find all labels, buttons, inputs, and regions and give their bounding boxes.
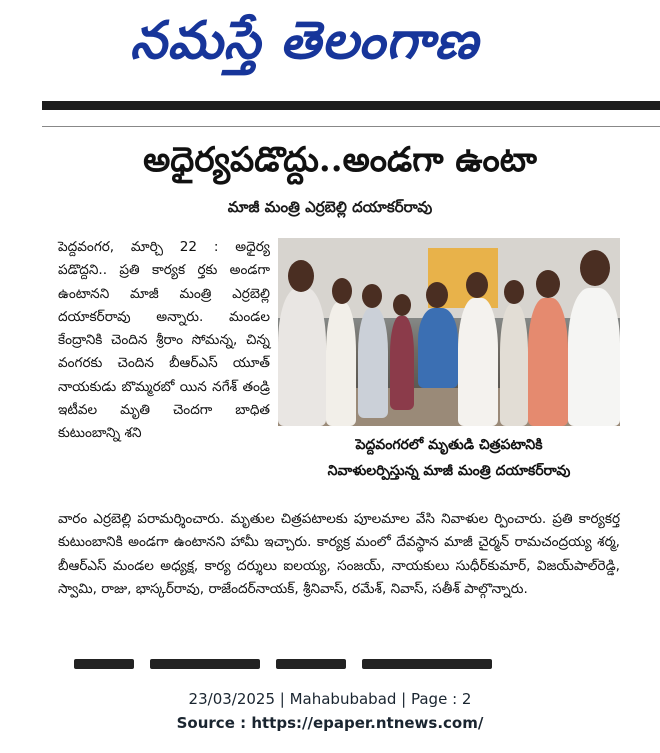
photo-caption-line-2: నివాళులర్పిస్తున్న మాజీ మంత్రి దయాకర్‌రావు — [327, 463, 571, 479]
article-body-full — [58, 508, 620, 601]
photo-caption — [278, 432, 620, 484]
masthead-divider — [42, 101, 660, 110]
article-body-column-text: పెద్దవంగర, మార్చి 22 : అధైర్య పడొద్దని.. ప్రతి కార్యక ర్తకు అండగా ఉంటానని మాజీ మంత్రి ఎర్రబెల్లి దయాకర్‌రావు అన్నారు. మండల కేంద్రానికి చెందిన శ్రీరాం సోమన్న, చిన్న వంగరకు చెందిన బీఆర్‌ఎస్‌ యూత్‌ నాయకుడు బొమ్మరబో యిన నగేశ్‌ తండ్రి ఇటీవల మృతి చెందగా బాధిత కుటుంబాన్ని శని — [58, 239, 270, 442]
article-headline: అధైర్యపడొద్దు..అండగా ఉంటా — [143, 140, 537, 180]
masthead-rule — [42, 126, 660, 127]
footer-date-line: 23/03/2025 | Mahabubabad | Page : 2 — [188, 690, 472, 708]
masthead — [0, 0, 660, 100]
newspaper-logo: నమస్తే తెలంగాణ — [130, 10, 479, 71]
article-subheadline: మాజీ మంత్రి ఎర్రబెల్లి దయాకర్‌రావు — [227, 198, 433, 216]
photo-caption-line-1: పెద్దవంగరలో మృతుడి చిత్రపటానికి — [355, 437, 543, 453]
footer-source-line: Source : https://epaper.ntnews.com/ — [176, 714, 484, 732]
article-body-full-text: వారం ఎర్రబెల్లి పరామర్శించారు. మృతుల చిత్రపటాలకు పూలమాల వేసి నివాళుల ర్పించారు. ప్రతి కార్యకర్త కుటుంబానికి అండగా ఉంటానని హామీ ఇచ్చారు. కార్యక్ర మంలో దేవస్థాన మాజీ చైర్మన్‌ రామచంద్రయ్య శర్మ, బీఆర్‌ఎస్‌ మండల అధ్యక్ష, కార్య దర్శులు ఐలయ్య, సంజయ్‌, నాయకులు సుధీర్‌కుమార్‌, విజయ్‌పాల్‌రెడ్డి, స్వామి, రాజు, భాస్కర్‌రావు, రాజేందర్‌నాయక్‌, శ్రీనివాస్‌, రమేశ్‌, నివాస్‌, సతీశ్‌ పాల్గొన్నారు. — [58, 511, 620, 597]
article-photo — [278, 238, 620, 426]
article-body-column — [58, 236, 270, 446]
cut-off-text-line — [70, 659, 590, 669]
